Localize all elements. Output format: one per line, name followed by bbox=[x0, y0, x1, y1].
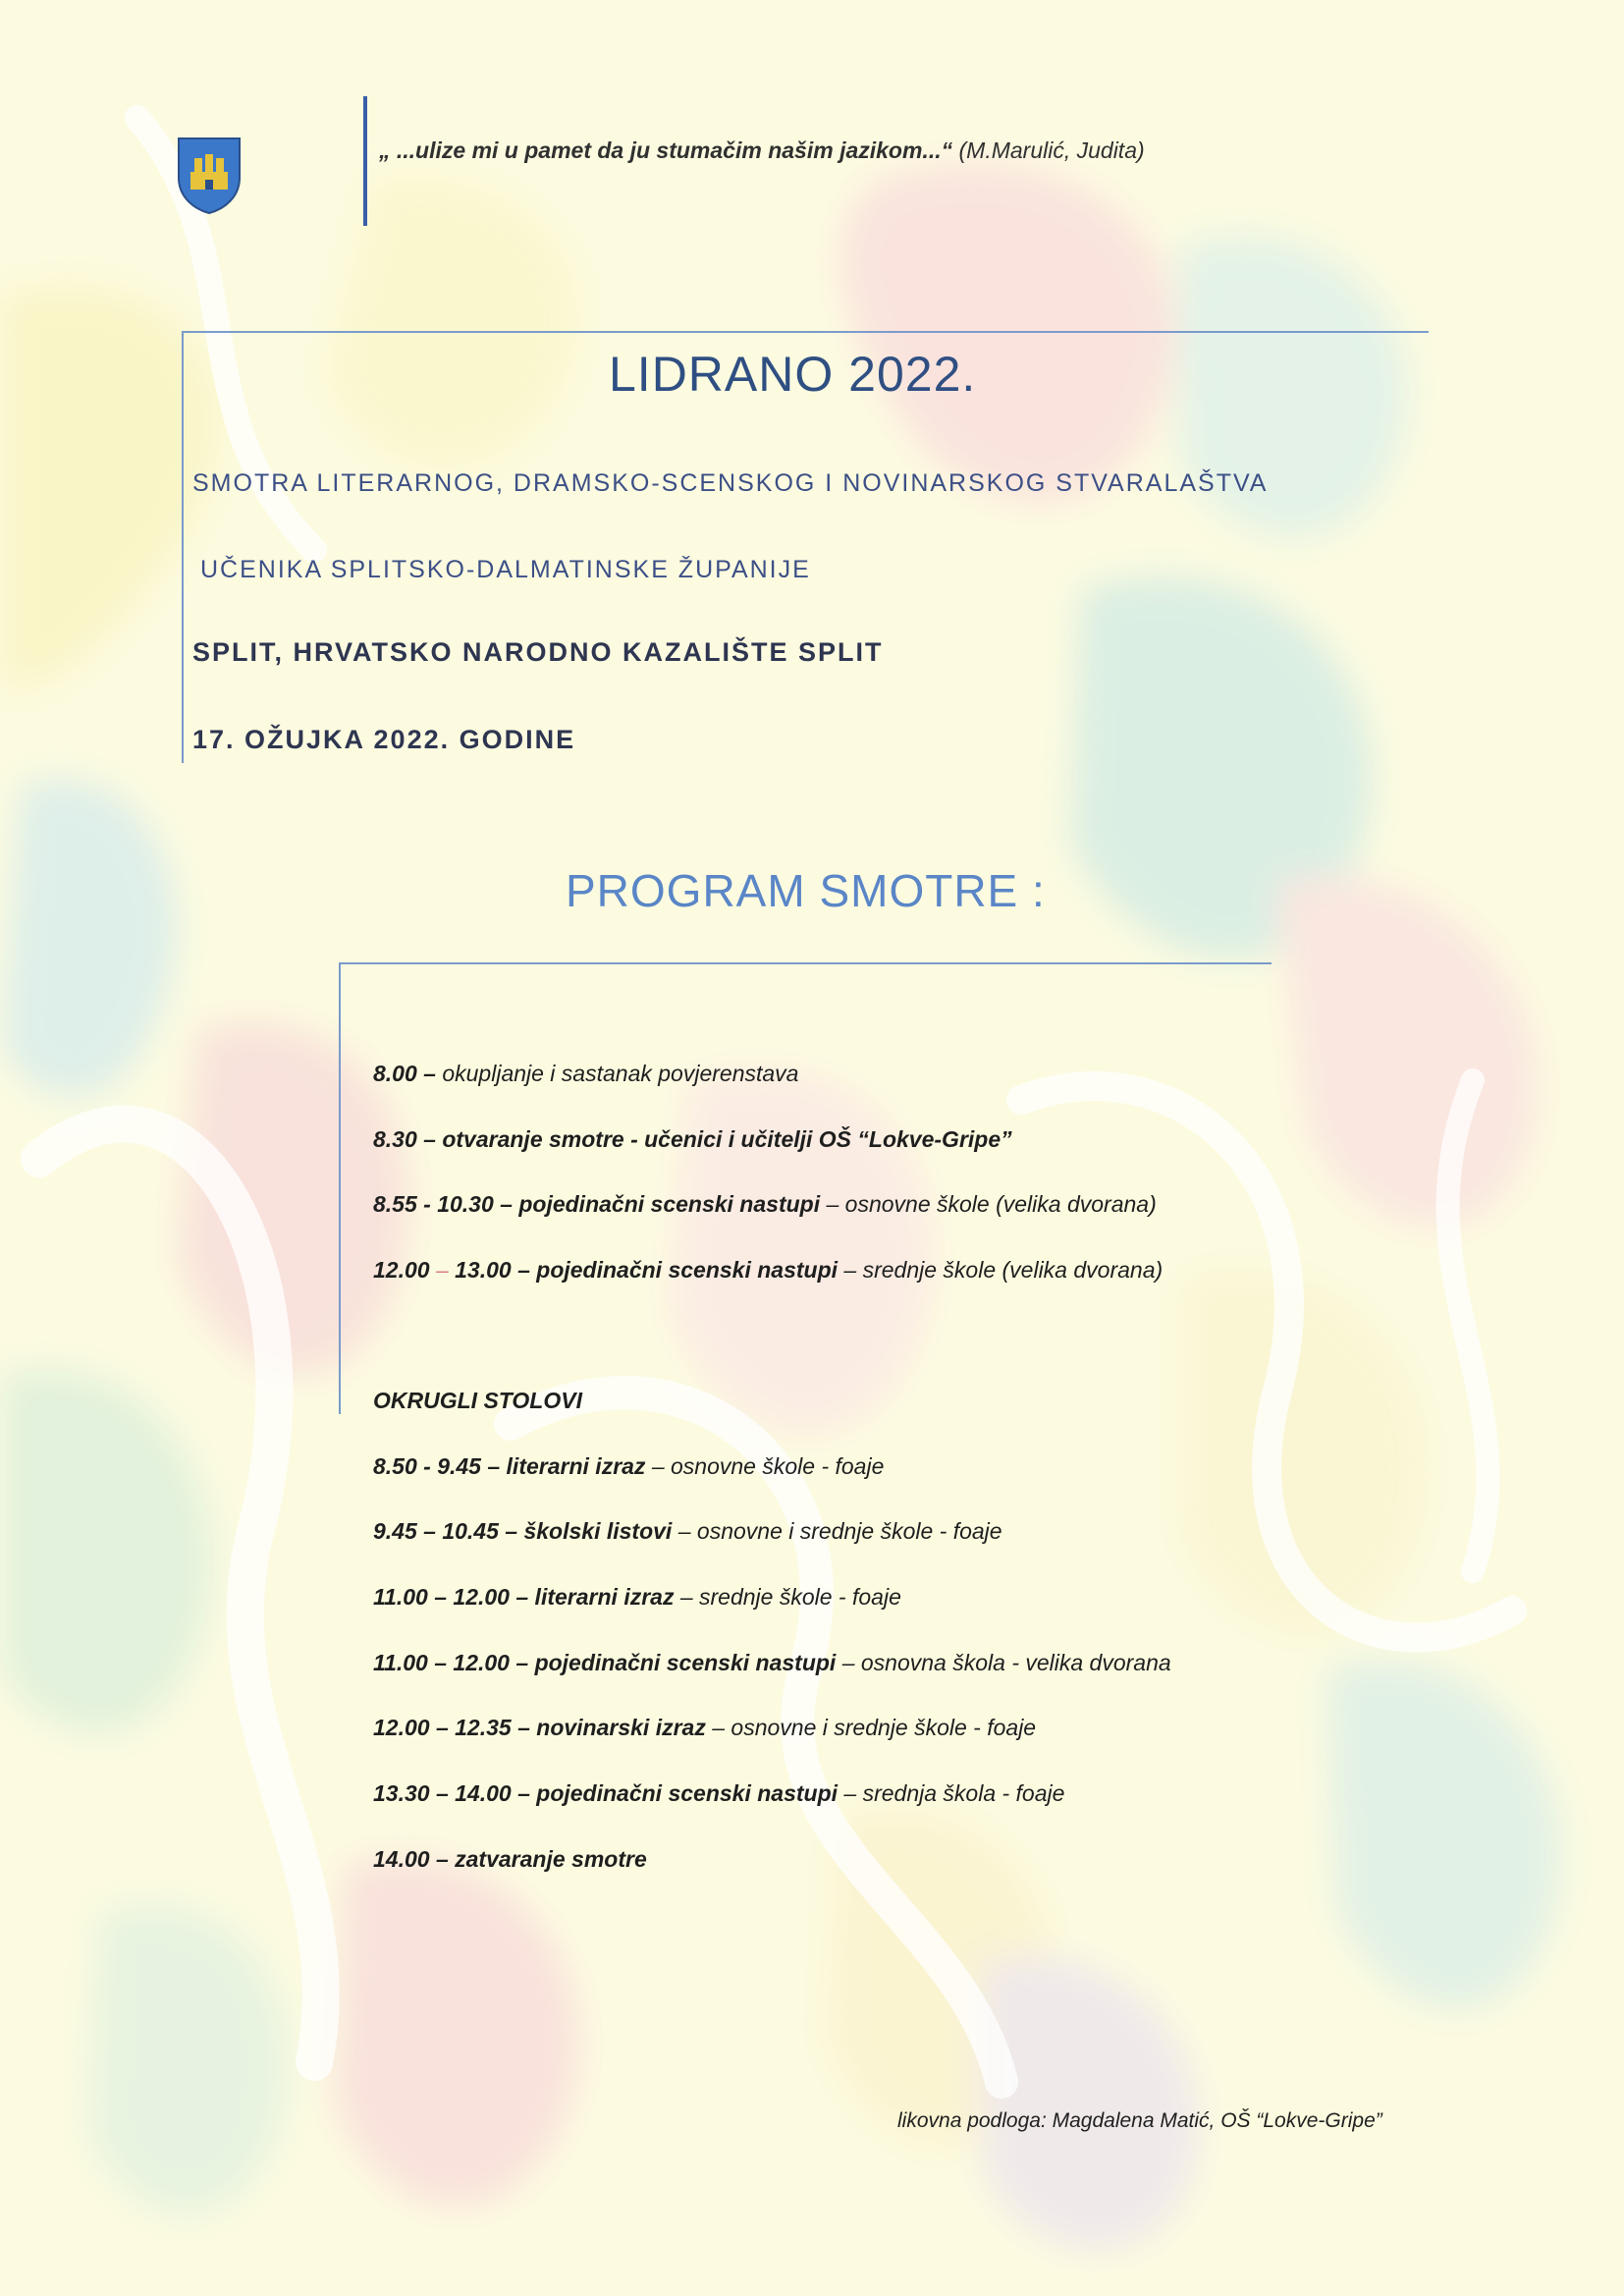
program-item-time: 8.00 – bbox=[373, 1061, 436, 1086]
event-subtitle-line2: UČENIKA SPLITSKO-DALMATINSKE ŽUPANIJE bbox=[200, 556, 811, 583]
program-item-rest: – srednje škole (velika dvorana) bbox=[838, 1257, 1164, 1283]
round-table-time: 13.30 – 14.00 – bbox=[373, 1780, 530, 1806]
round-table-item bbox=[373, 1518, 1002, 1545]
program-box-left-rule bbox=[339, 962, 341, 1414]
quote-citation: (M.Marulić, Judita) bbox=[958, 137, 1145, 163]
round-table-time: 8.50 - 9.45 – bbox=[373, 1453, 501, 1479]
program-item-rest: okupljanje i sastanak povjerenstava bbox=[435, 1061, 799, 1086]
program-box-top-rule bbox=[339, 962, 1272, 964]
program-item-rest: – osnovne škole (velika dvorana) bbox=[820, 1191, 1157, 1217]
round-table-rest: – osnovne i srednje škole - foaje bbox=[705, 1715, 1037, 1740]
event-date: 17. OŽUJKA 2022. GODINE bbox=[192, 725, 576, 754]
program-item-time-end: 13.00 – bbox=[455, 1257, 530, 1283]
round-table-name: pojedinačni scenski nastupi bbox=[529, 1780, 839, 1806]
round-table-time: 11.00 – 12.00 – bbox=[373, 1584, 529, 1610]
round-table-name: novinarski izraz bbox=[529, 1715, 706, 1740]
round-table-item bbox=[373, 1715, 1036, 1741]
event-title: LIDRANO 2022. bbox=[609, 347, 977, 402]
coat-of-arms-icon bbox=[175, 133, 244, 215]
round-table-item bbox=[373, 1780, 1064, 1807]
program-item-time: 8.30 – bbox=[373, 1126, 436, 1152]
round-table-item bbox=[373, 1584, 901, 1611]
round-table-rest: – srednja škola - foaje bbox=[838, 1780, 1065, 1806]
program-title: PROGRAM SMOTRE : bbox=[566, 865, 1046, 916]
program-item-time-start: 12.00 bbox=[373, 1257, 430, 1283]
round-table-time: 14.00 – bbox=[373, 1846, 456, 1872]
round-table-item bbox=[373, 1650, 1171, 1676]
event-location: SPLIT, HRVATSKO NARODNO KAZALIŠTE SPLIT bbox=[192, 637, 884, 667]
round-table-name: zatvaranje smotre bbox=[455, 1846, 647, 1872]
artwork-credit: likovna podloga: Magdalena Matić, OŠ “Lokve-Gripe” bbox=[897, 2109, 1382, 2132]
program-item bbox=[373, 1061, 798, 1087]
header-quote bbox=[379, 137, 1145, 164]
event-subtitle-line1: SMOTRA LITERARNOG, DRAMSKO-SCENSKOG I NOVINARSKOG STVARALAŠTVA bbox=[192, 469, 1269, 497]
program-item bbox=[373, 1191, 1157, 1218]
round-table-name: literarni izraz bbox=[500, 1453, 646, 1479]
round-table-rest: – osnovne škole - foaje bbox=[645, 1453, 885, 1479]
program-item bbox=[373, 1126, 1012, 1153]
round-table-rest: – osnovne i srednje škole - foaje bbox=[672, 1518, 1002, 1544]
round-table-rest: – srednje škole - foaje bbox=[674, 1584, 901, 1610]
round-table-name: pojedinačni scenski nastupi bbox=[534, 1650, 837, 1675]
title-box-top-rule bbox=[182, 331, 1429, 333]
round-table-time: 9.45 – 10.45 – bbox=[373, 1518, 518, 1544]
program-item-name: pojedinačni scenski nastupi bbox=[529, 1257, 839, 1283]
quote-text: „ ...ulize mi u pamet da ju stumačim našim jazikom...“ bbox=[379, 137, 953, 163]
program-item bbox=[373, 1257, 1163, 1284]
round-table-name: literarni izraz bbox=[528, 1584, 675, 1610]
round-table-rest: – osnovna škola - velika dvorana bbox=[836, 1650, 1171, 1675]
round-tables-heading: OKRUGLI STOLOVI bbox=[373, 1388, 582, 1413]
program-item-name: otvaranje smotre - učenici i učitelji OŠ “Lokve-Gripe” bbox=[435, 1126, 1012, 1152]
round-table-time: 12.00 – 12.35 – bbox=[373, 1715, 530, 1740]
quote-accent-bar bbox=[363, 96, 367, 226]
round-table-name: školski listovi bbox=[517, 1518, 673, 1544]
program-item-dash: – bbox=[429, 1257, 456, 1283]
program-item-name: pojedinačni scenski nastupi bbox=[512, 1191, 821, 1217]
round-table-item bbox=[373, 1453, 884, 1480]
program-item-time: 8.55 - 10.30 – bbox=[373, 1191, 513, 1217]
title-box-left-rule bbox=[182, 331, 184, 763]
round-table-time: 11.00 – 12.00 – bbox=[373, 1650, 535, 1675]
round-table-item bbox=[373, 1846, 647, 1873]
